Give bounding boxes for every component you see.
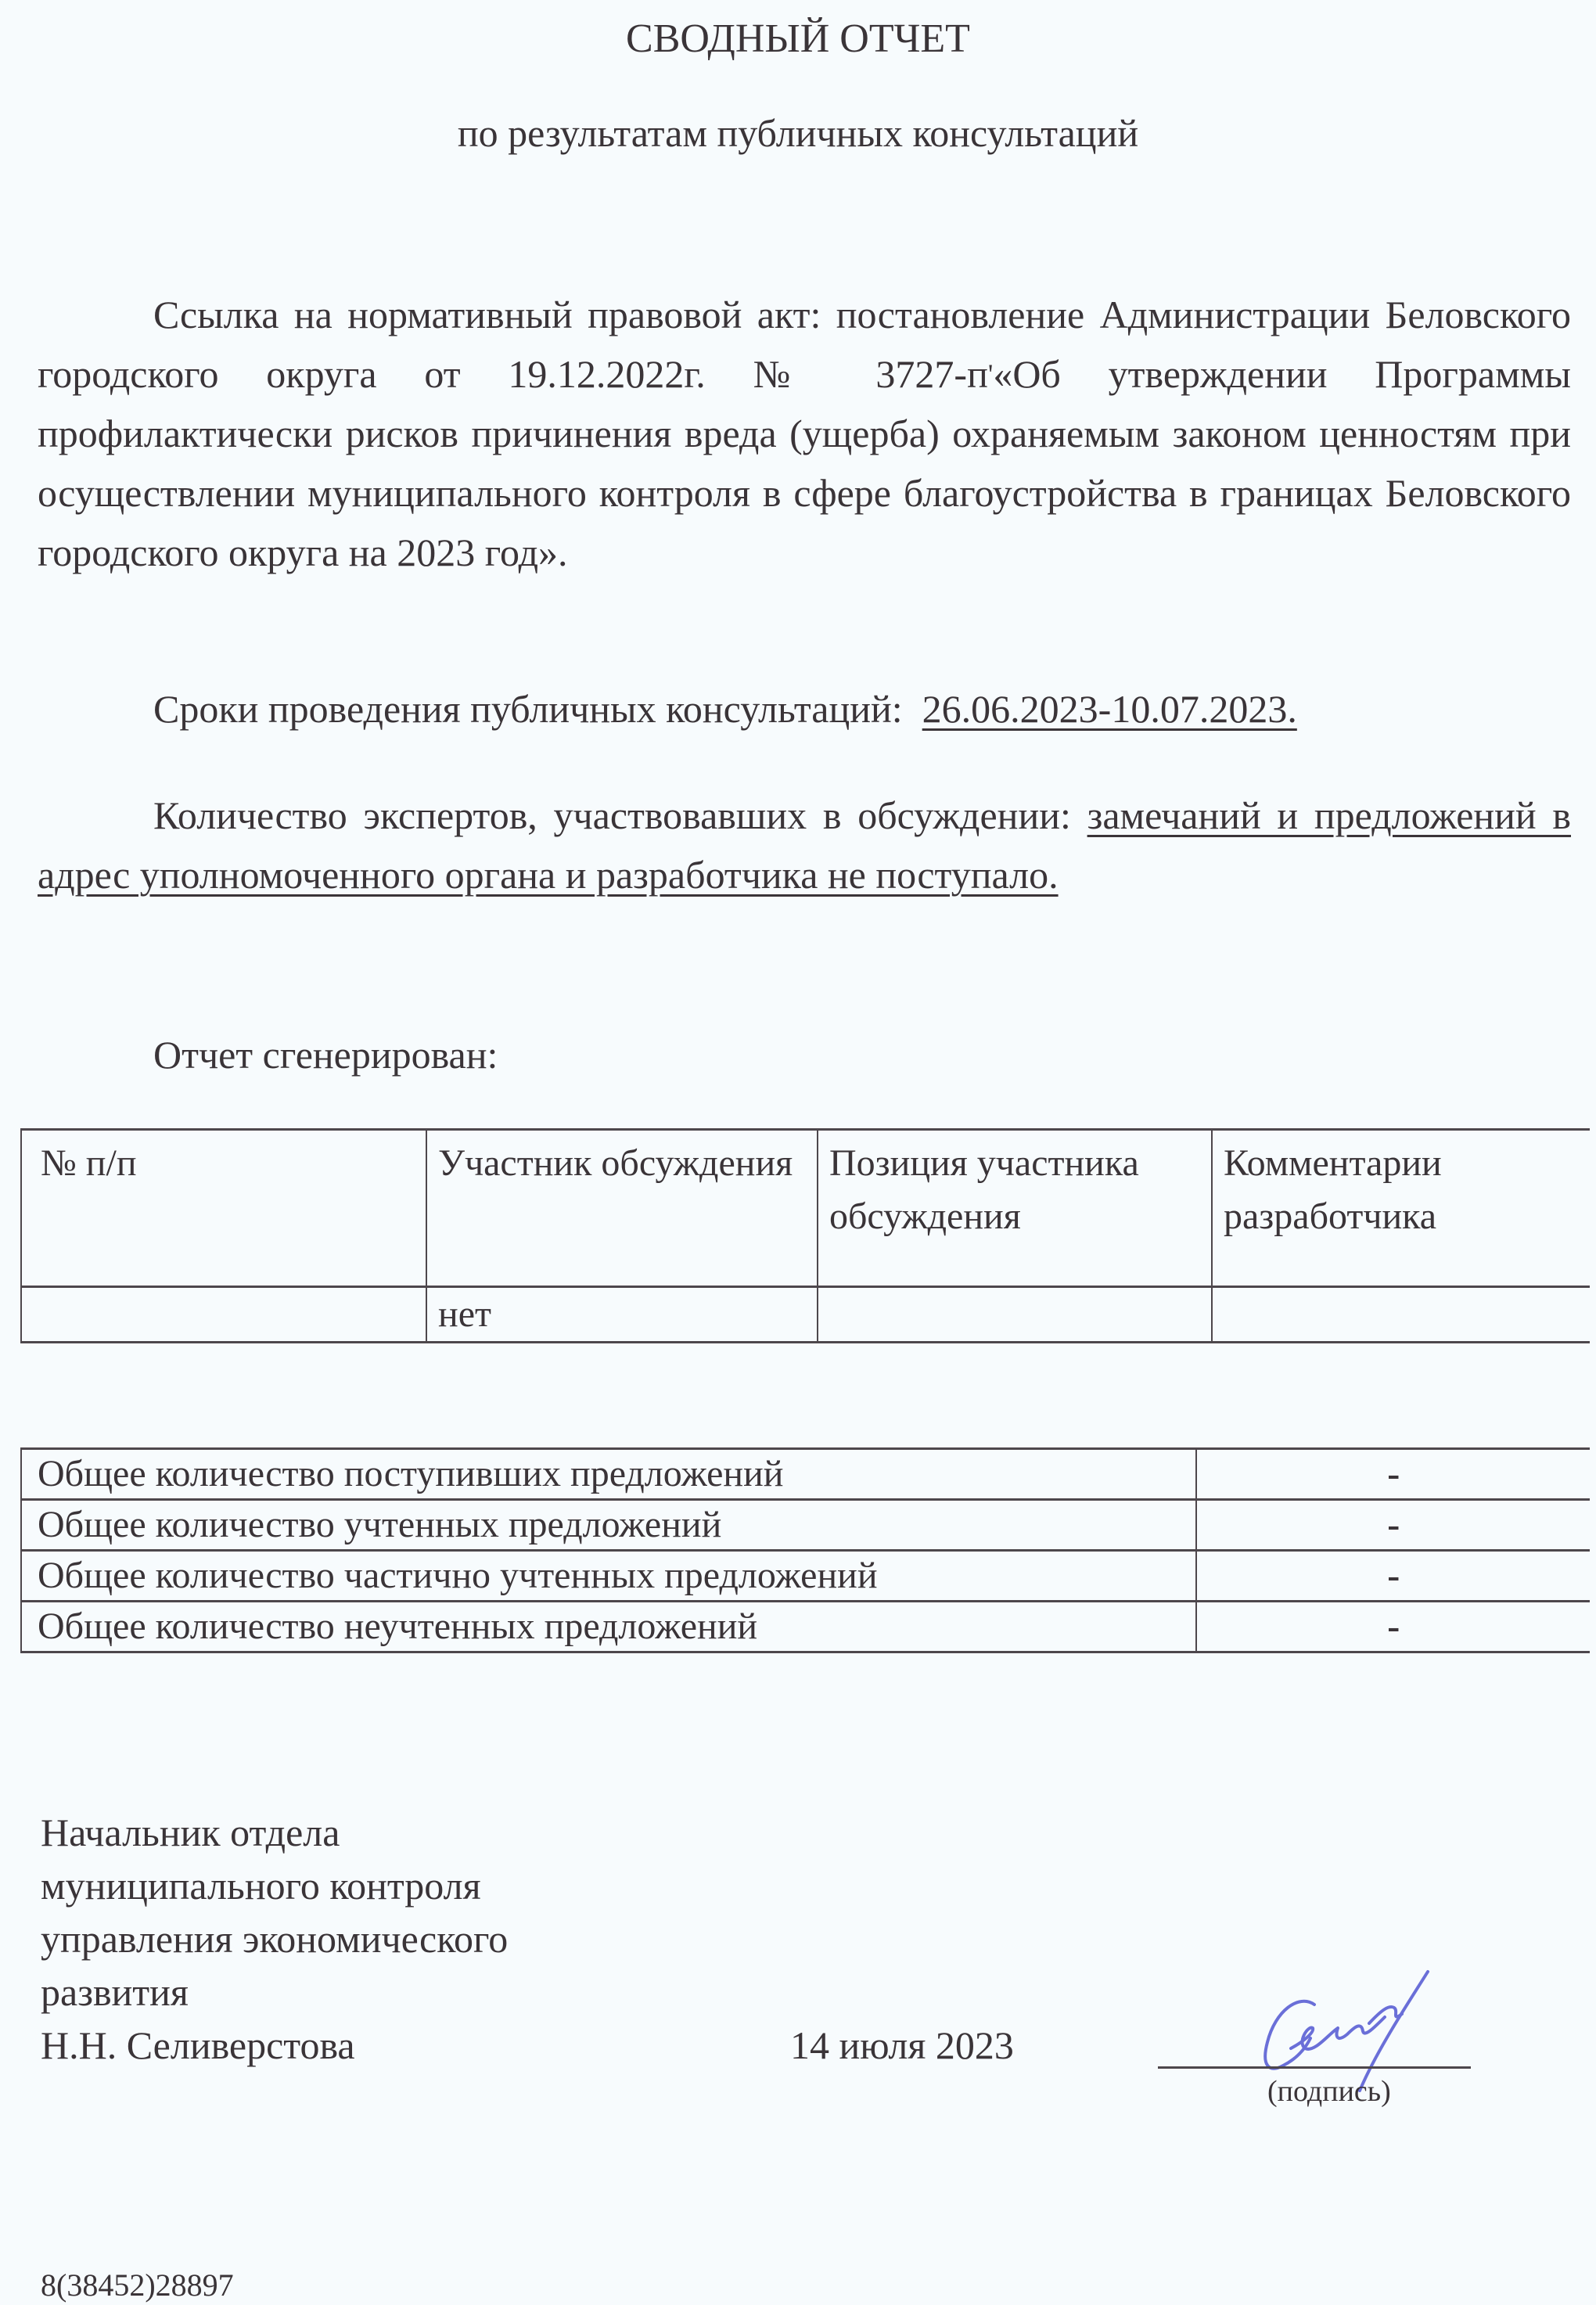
document-title: СВОДНЫЙ ОТЧЕТ — [626, 16, 970, 61]
legal-act-paragraph — [38, 285, 1571, 582]
summary-label: Общее количество учтенных предложений — [21, 1500, 1196, 1551]
signature-date: 14 июля 2023 — [790, 2023, 1014, 2067]
summary-label: Общее количество неучтенных предложений — [21, 1602, 1196, 1652]
cell-position — [818, 1287, 1212, 1343]
table-row — [21, 1287, 1590, 1343]
summary-label: Общее количество частично учтенных предложений — [21, 1551, 1196, 1602]
column-header-participant: Участник обсуждения — [426, 1130, 818, 1287]
table-row — [21, 1449, 1590, 1500]
period-value: 26.06.2023-10.07.2023. — [922, 687, 1297, 731]
signatory-position-line: муниципального контроля — [41, 1864, 481, 1908]
stray-mark: ' — [987, 358, 994, 390]
signature-stroke — [1265, 2001, 1314, 2069]
column-header-comments: Комментарии разработчика — [1212, 1130, 1590, 1287]
generated-label: Отчет сгенерирован: — [153, 1033, 498, 1077]
document-subtitle: по результатам публичных консультаций — [457, 111, 1139, 155]
cell-comments — [1212, 1287, 1590, 1343]
signatory-block — [41, 1806, 508, 2072]
table-row — [21, 1602, 1590, 1652]
summary-value: - — [1196, 1602, 1590, 1652]
summary-label: Общее количество поступивших предложений — [21, 1449, 1196, 1500]
summary-value: - — [1196, 1500, 1590, 1551]
signatory-position-line: управления экономического — [41, 1917, 509, 1961]
cell-participant: нет — [426, 1287, 818, 1343]
experts-paragraph — [38, 786, 1571, 904]
table-row — [21, 1500, 1590, 1551]
column-header-number: № п/п — [21, 1130, 426, 1287]
footer-phone: 8(38452)28897 — [41, 2267, 234, 2303]
summary-table — [20, 1447, 1590, 1653]
experts-label: Количество экспертов, участвовавших в обсуждении: — [153, 793, 1071, 837]
legal-act-label: Ссылка на нормативный правовой акт: — [153, 293, 821, 336]
signatory-position-line: Начальник отдела — [41, 1811, 340, 1854]
column-header-position: Позиция участника обсуждения — [818, 1130, 1212, 1287]
summary-value: - — [1196, 1449, 1590, 1500]
legal-act-reference: постановление Администрации Беловского городского округа от 19.12.2022г. № 3727-п — [38, 293, 1571, 396]
signatory-name: Н.Н. Селиверстова — [41, 2023, 355, 2067]
period-label: Сроки проведения публичных консультаций: — [153, 687, 903, 731]
legal-act-title: «Об утверждении Программы профилактически рисков причинения вреда (ущерба) охраняемым законом ценностям при осуществлении муниципального контроля в сфере благоустройства в границах Беловского городского округа на 2023 год». — [38, 352, 1571, 574]
participants-table — [20, 1128, 1590, 1343]
table-row — [21, 1551, 1590, 1602]
participants-table-header — [21, 1130, 1590, 1287]
signatory-position-line: развития — [41, 1970, 189, 2014]
summary-value: - — [1196, 1551, 1590, 1602]
period-paragraph — [38, 679, 1571, 739]
experts-value: замечаний и предложений в адрес уполномоченного органа и разработчика не поступало. — [38, 793, 1572, 897]
signature-line — [1158, 2066, 1471, 2069]
cell-number — [21, 1287, 426, 1343]
signature-caption: (подпись) — [1267, 2075, 1391, 2108]
